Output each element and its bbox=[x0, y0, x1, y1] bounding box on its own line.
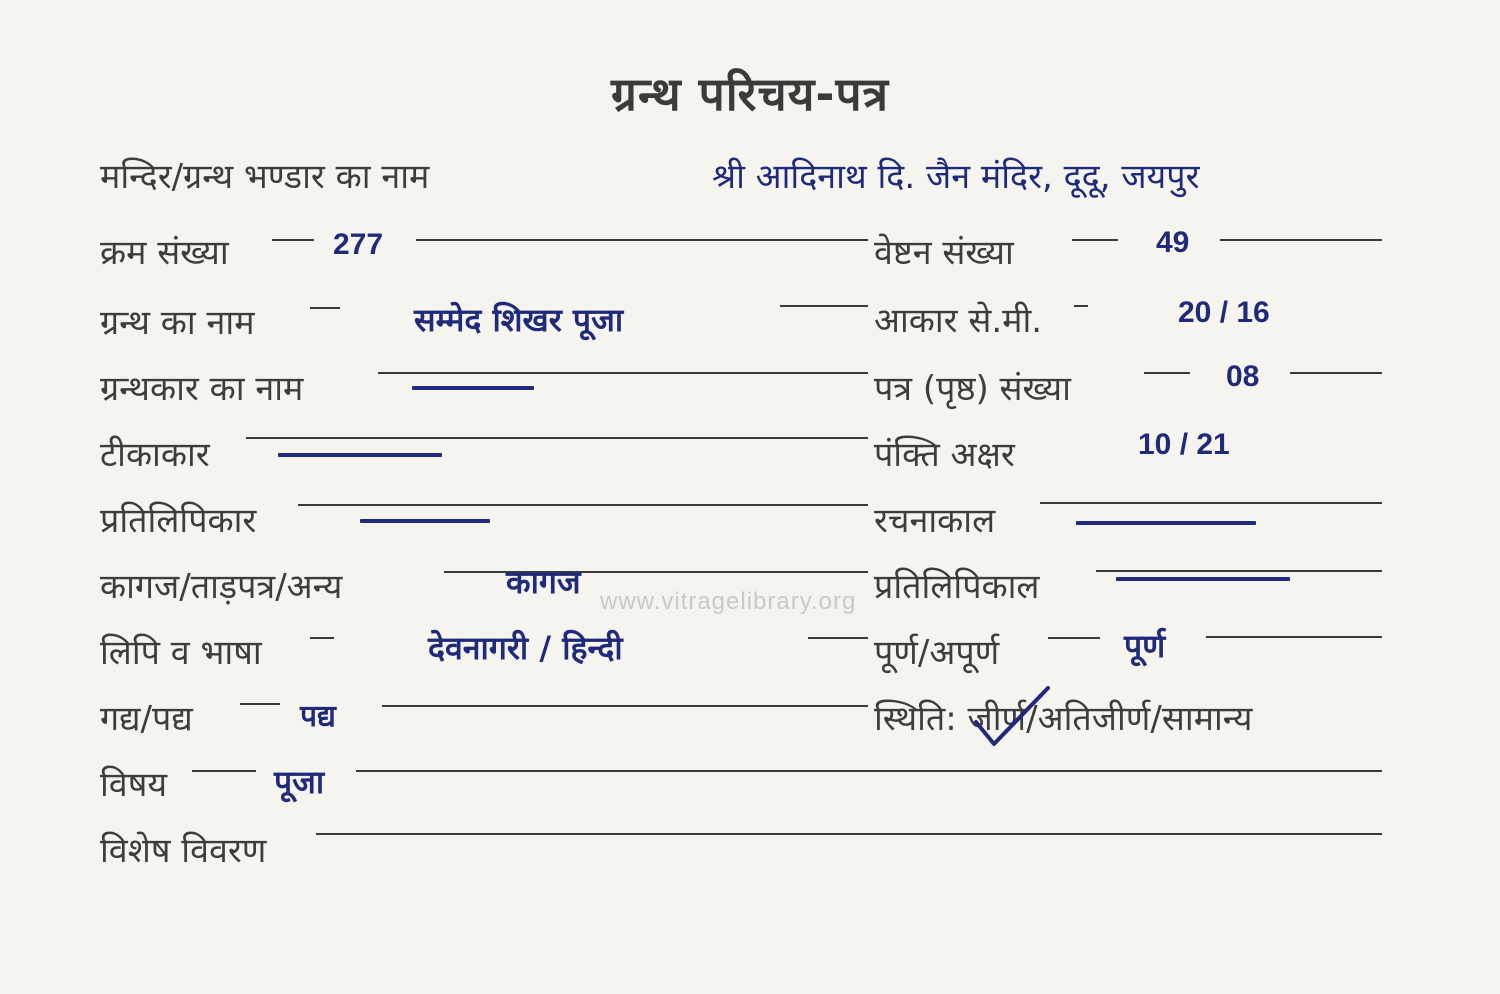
granth-naam-line-b bbox=[780, 305, 868, 307]
teekakar-line bbox=[246, 437, 868, 439]
aakar-value: 20 / 16 bbox=[1178, 296, 1270, 329]
aakar-line-a bbox=[1074, 305, 1088, 307]
pratilipikar-line bbox=[298, 504, 868, 506]
vishay-line-b bbox=[356, 770, 1382, 772]
veshtan-line-b bbox=[1220, 239, 1382, 241]
lipi-label: लिपि व भाषा bbox=[100, 633, 262, 673]
kram-label: क्रम संख्या bbox=[100, 233, 229, 273]
temple-value: श्री आदिनाथ दि. जैन मंदिर, दूदू, जयपुर bbox=[712, 157, 1200, 197]
teekakar-blank-dash bbox=[278, 453, 442, 457]
kagaj-label: कागज/ताड़पत्र/अन्य bbox=[100, 567, 343, 607]
lipi-value: देवनागरी / हिन्दी bbox=[428, 629, 623, 667]
pratilipikar-blank-dash bbox=[360, 519, 490, 523]
gadya-line-b bbox=[382, 705, 868, 707]
sthiti-label: स्थिति: जीर्ण/अतिजीर्ण/सामान्य bbox=[874, 699, 1253, 739]
rachnakal-label: रचनाकाल bbox=[874, 501, 996, 541]
teekakar-label: टीकाकार bbox=[100, 435, 210, 475]
pratilipikal-label: प्रतिलिपिकाल bbox=[874, 567, 1040, 607]
lipi-line-b bbox=[808, 637, 868, 639]
poorna-value: पूर्ण bbox=[1124, 627, 1166, 665]
patra-line-a bbox=[1144, 372, 1190, 374]
vishesh-line bbox=[316, 833, 1382, 835]
kram-line-b bbox=[416, 239, 868, 241]
vishay-label: विषय bbox=[100, 765, 168, 805]
vishay-line-a bbox=[192, 770, 256, 772]
kram-line-a bbox=[272, 239, 314, 241]
rachnakal-blank-dash bbox=[1076, 521, 1256, 525]
watermark: www.vitragelibrary.org bbox=[600, 588, 857, 615]
patra-value: 08 bbox=[1226, 360, 1260, 393]
temple-label: मन्दिर/ग्रन्थ भण्डार का नाम bbox=[100, 157, 430, 197]
veshtan-value: 49 bbox=[1156, 226, 1190, 259]
gadya-value: पद्य bbox=[300, 699, 336, 734]
granthkar-label: ग्रन्थकार का नाम bbox=[100, 369, 304, 409]
rachnakal-line bbox=[1040, 502, 1382, 504]
form-title: ग्रन्थ परिचय-पत्र bbox=[611, 67, 889, 121]
poorna-line-a bbox=[1048, 637, 1100, 639]
check-mark-icon bbox=[972, 682, 1052, 752]
granthkar-line bbox=[378, 372, 868, 374]
pankti-label: पंक्ति अक्षर bbox=[874, 435, 1015, 475]
pratilipikar-label: प्रतिलिपिकार bbox=[100, 501, 257, 541]
vishay-value: पूजा bbox=[274, 763, 325, 801]
granthkar-blank-dash bbox=[412, 386, 534, 390]
aakar-label: आकार से.मी. bbox=[874, 301, 1043, 341]
kram-value: 277 bbox=[333, 228, 384, 261]
patra-line-b bbox=[1290, 372, 1382, 374]
pratilipikal-line bbox=[1096, 570, 1382, 572]
veshtan-line-a bbox=[1072, 239, 1118, 241]
pankti-value: 10 / 21 bbox=[1138, 428, 1230, 461]
patra-label: पत्र (पृष्ठ) संख्या bbox=[874, 369, 1071, 409]
granth-naam-value: सम्मेद शिखर पूजा bbox=[414, 301, 624, 339]
pratilipikal-blank-dash bbox=[1116, 577, 1290, 581]
vishesh-label: विशेष विवरण bbox=[100, 831, 267, 871]
veshtan-label: वेष्टन संख्या bbox=[874, 233, 1014, 273]
kagaj-value: कागज bbox=[506, 563, 581, 601]
poorna-label: पूर्ण/अपूर्ण bbox=[874, 633, 1000, 673]
granth-naam-line-a bbox=[310, 307, 340, 309]
granth-naam-label: ग्रन्थ का नाम bbox=[100, 303, 255, 343]
gadya-label: गद्य/पद्य bbox=[100, 699, 193, 739]
poorna-line-b bbox=[1206, 636, 1382, 638]
lipi-line-a bbox=[310, 637, 334, 639]
gadya-line-a bbox=[240, 703, 280, 705]
